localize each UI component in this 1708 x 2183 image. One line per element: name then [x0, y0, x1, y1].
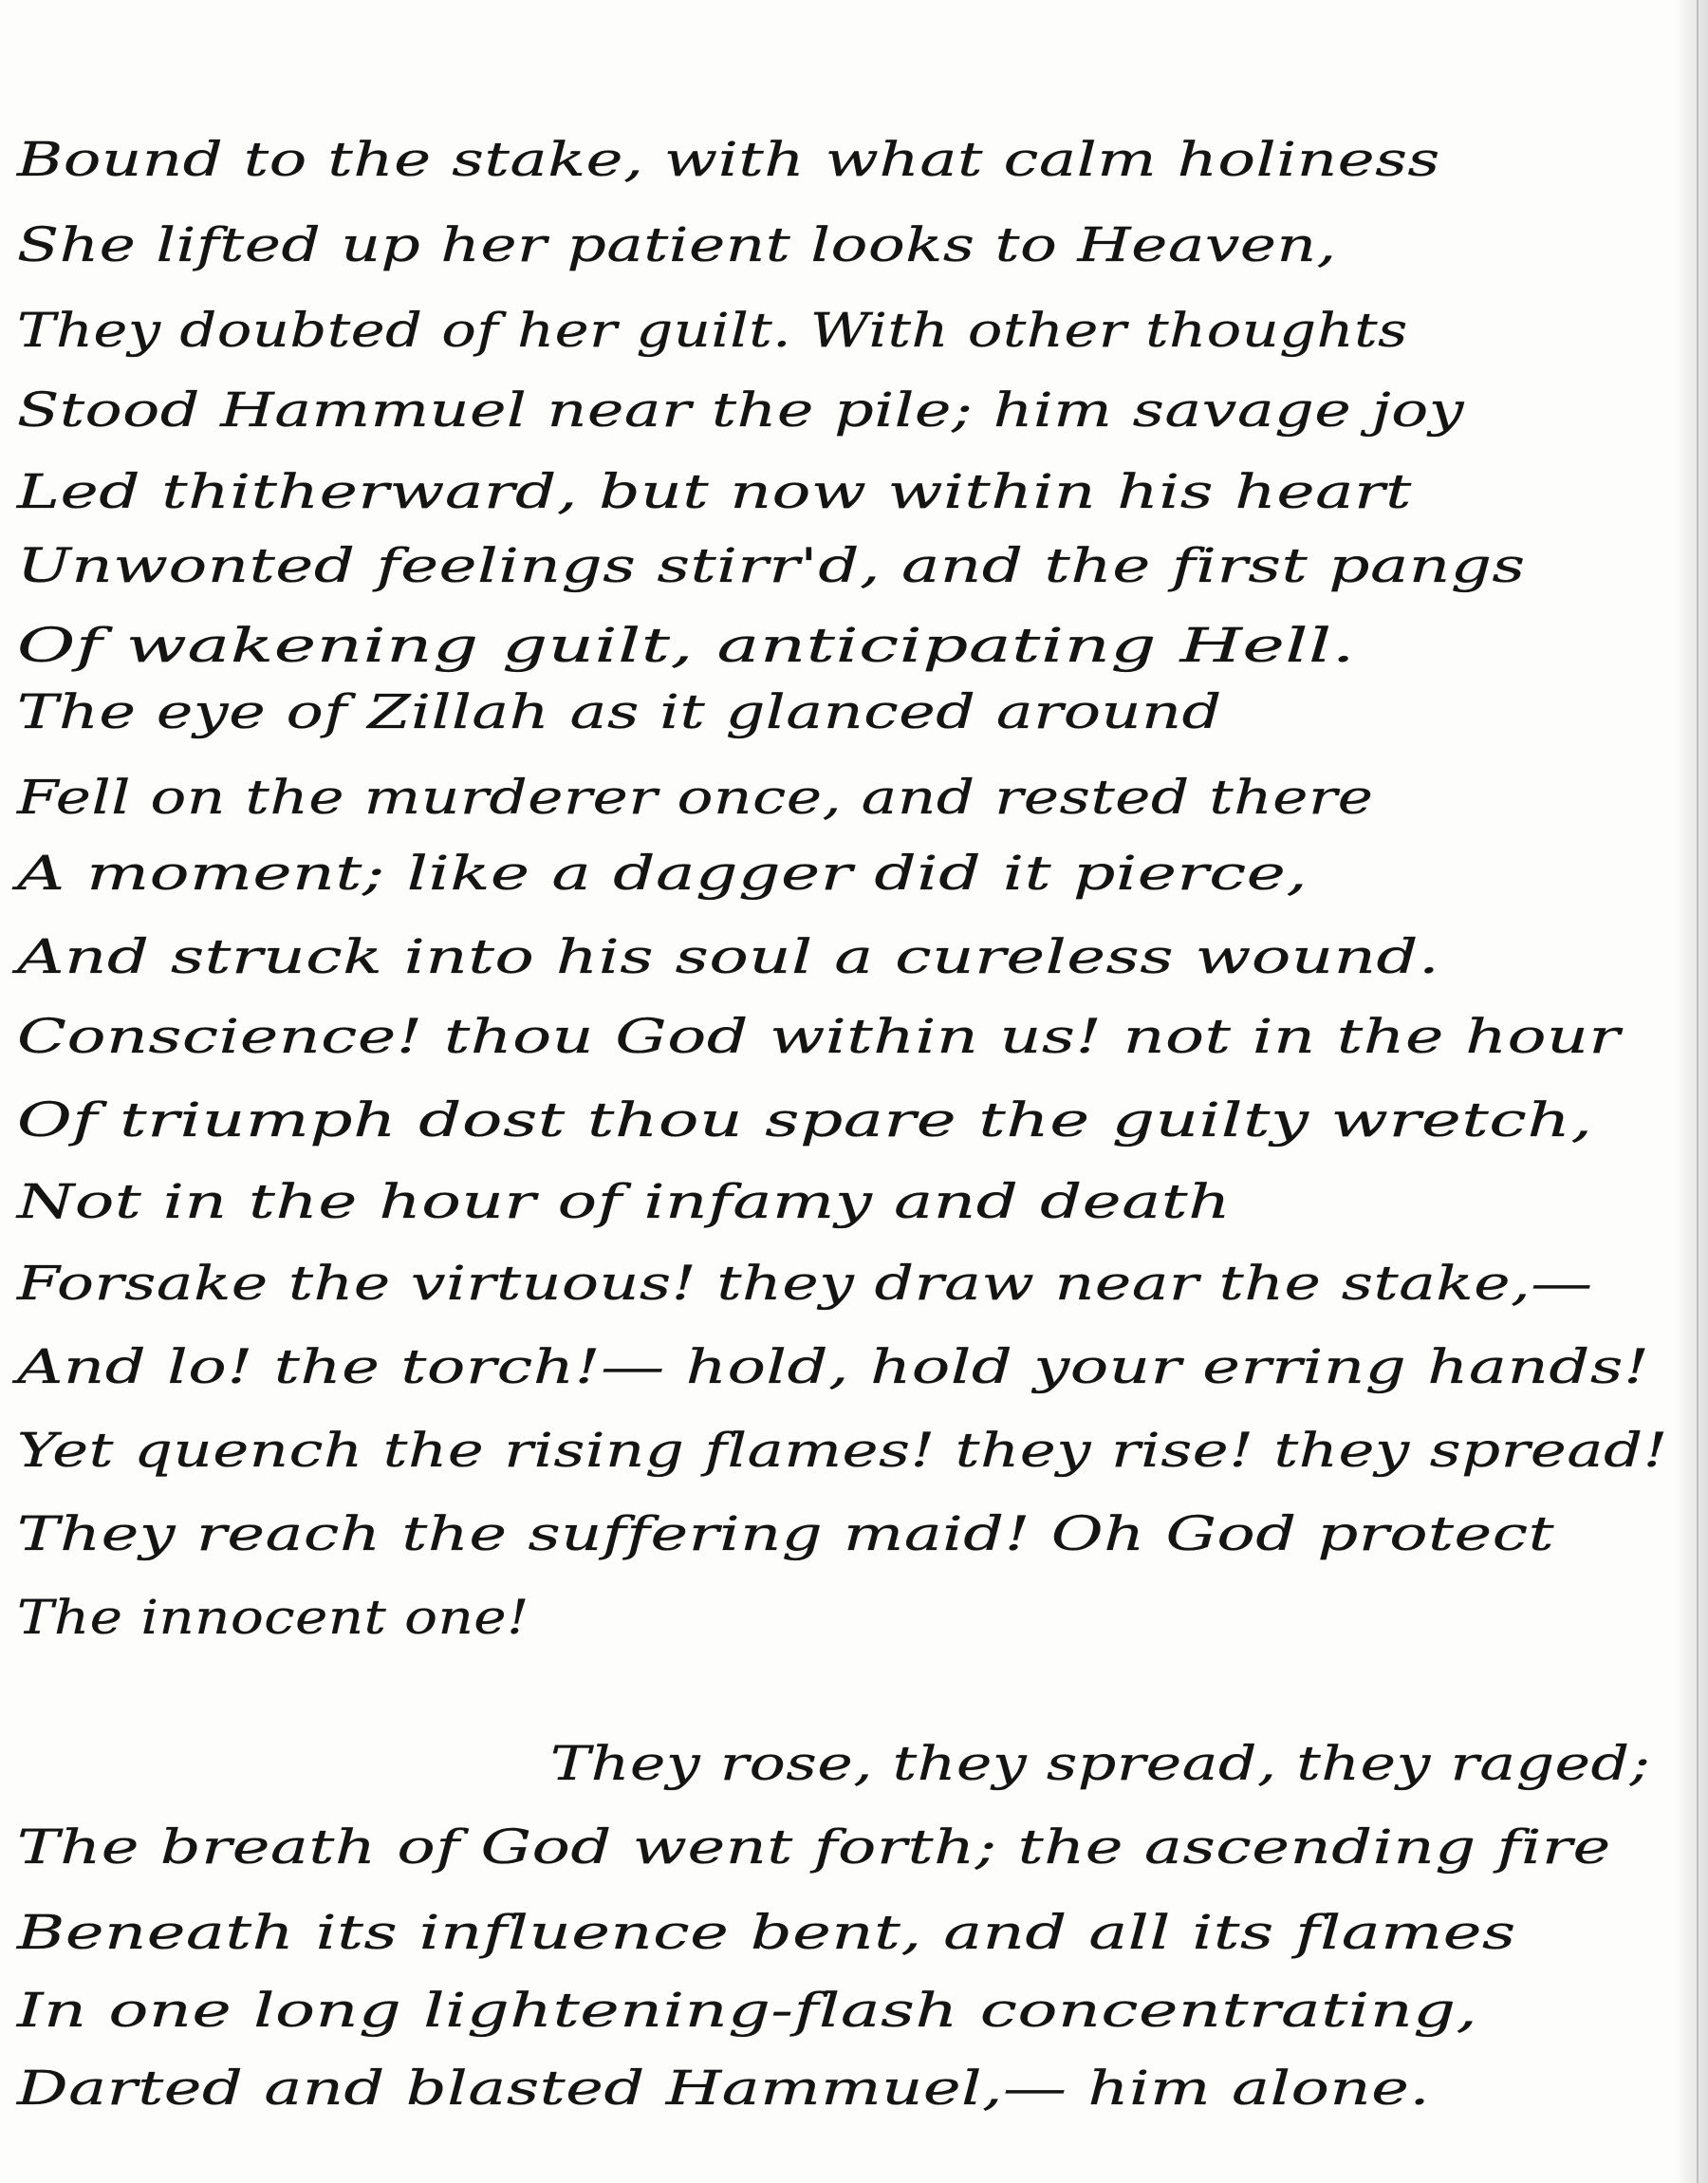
poem-line: A moment; like a dagger did it pierce, [17, 846, 1309, 901]
poem-line: Of triumph dost thou spare the guilty wretch, [17, 1092, 1593, 1147]
poem-line: Not in the hour of infamy and death [17, 1174, 1232, 1229]
poem-line: They reach the suffering maid! Oh God protect [17, 1506, 1555, 1561]
poem-line: Forsake the virtuous! they draw near the stake,— [17, 1256, 1593, 1311]
poem-line: Bound to the stake, with what calm holiness [17, 132, 1440, 187]
poem-line: Fell on the murderer once, and rested there [17, 770, 1374, 825]
poem-line: Conscience! thou God within us! not in the hour [17, 1009, 1621, 1064]
poem-line: And lo! the torch!— hold, hold your erring hands! [17, 1339, 1650, 1394]
poem-line: Of wakening guilt, anticipating Hell. [17, 618, 1356, 673]
poem-line: And struck into his soul a cureless wound. [17, 929, 1440, 984]
poem-line: She lifted up her patient looks to Heaven, [17, 217, 1337, 272]
poem-line: Beneath its influence bent, and all its flames [17, 1905, 1516, 1960]
poem-line: The breath of God went forth; the ascending fire [17, 1819, 1611, 1875]
poem-line: Unwonted feelings stirr'd, and the first pangs [17, 538, 1526, 593]
poem-line: They doubted of her guilt. With other thoughts [17, 303, 1408, 358]
poem-line: They rose, they spread, they raged; [550, 1736, 1651, 1791]
poem-line: Yet quench the rising flames! they rise! they spread! [17, 1423, 1668, 1478]
poem-line: Led thitherward, but now within his heart [17, 464, 1413, 519]
poem-line: Stood Hammuel near the pile; him savage joy [17, 382, 1465, 438]
poem-line: Darted and blasted Hammuel,— him alone. [17, 2061, 1431, 2116]
poem-line: In one long lightening-flash concentrating, [17, 1983, 1478, 2038]
poem-line: The innocent one! [17, 1590, 529, 1645]
poem-line: The eye of Zillah as it glanced around [17, 684, 1222, 739]
